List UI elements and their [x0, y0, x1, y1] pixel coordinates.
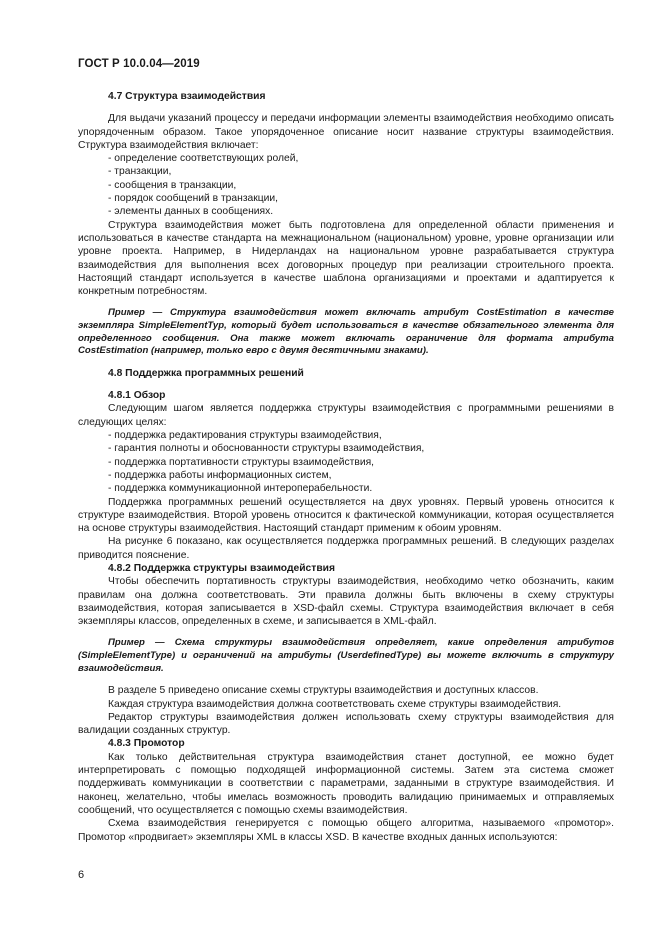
paragraph: В разделе 5 приведено описание схемы структуры взаимодействия и доступных классов. — [108, 685, 539, 697]
paragraph: Следующим шагом является поддержка структуры взаимодействия с программными решениями в следующих целях: — [78, 403, 614, 428]
list-item: - поддержка коммуникационной интероперабельности. — [108, 483, 373, 495]
example-note: Пример — Структура взаимодействия может включать атрибут CostEstimation в качестве экземпляра SimpleElementTyp, который будет использоваться в качестве обязательного элемента для определенного сообщения. Она также может включать ограничение для формата атрибута CostEstimation (например, только евро с двумя десятичными знаками). — [78, 307, 614, 357]
list-item: - поддержка работы информационных систем, — [108, 469, 332, 481]
paragraph: На рисунке 6 показано, как осуществляется поддержка программных решений. В следующих разделах приводится пояснение. — [78, 536, 614, 561]
page-number: 6 — [78, 869, 85, 881]
paragraph: Для выдачи указаний процессу и передачи информации элементы взаимодействия необходимо описать упорядоченным образом. Такое упорядоченное описание носит название структуры взаимодействия. Структура взаимодействия включает: — [78, 113, 614, 151]
paragraph: Схема взаимодействия генерируется с помощью общего алгоритма, называемого «промотор». Промотор «продвигает» экземпляры XML в классы XSD. В качестве входных данных используются: — [78, 818, 614, 843]
subsection-heading-4-8-3: 4.8.3 Промотор — [108, 738, 185, 750]
section-heading-4-8: 4.8 Поддержка программных решений — [108, 367, 304, 379]
paragraph: Структура взаимодействия может быть подготовлена для определенной области применения и использоваться в качестве стандарта на межнациональном (национальном) уровне, уровне организации или уровне проекта. Например, в Нидерландах на национальном уровне разрабатывается структура взаимодействия для выполнения всех договорных процедур при реализации строительного проекта. Настоящий стандарт используется в качестве шаблона организациями и проектами и адаптируется к конкретным потребностям. — [78, 219, 614, 298]
subsection-heading-4-8-1: 4.8.1 Обзор — [108, 390, 166, 402]
paragraph: Каждая структура взаимодействия должна соответствовать схеме структуры взаимодействия. — [108, 698, 562, 710]
list-item: - транзакции, — [108, 166, 172, 178]
list-item: - элементы данных в сообщениях. — [108, 206, 274, 218]
list-item: - поддержка редактирования структуры взаимодействия, — [108, 430, 382, 442]
list-item: - поддержка портативности структуры взаимодействия, — [108, 456, 375, 468]
paragraph: Как только действительная структура взаимодействия станет доступной, ее можно будет интерпретировать с помощью подходящей информационной системы. Затем эта система сможет поддерживать коммуникации в соответствии с параметрами, заданными в структуре взаимодействия. И наконец, желательно, чтобы имелась возможность проводить валидацию принимаемых и отправляемых сообщений, что осуществляется с помощью схемы взаимодействия. — [78, 751, 614, 816]
document-header: ГОСТ Р 10.0.04—2019 — [78, 58, 200, 70]
list-item: - определение соответствующих ролей, — [108, 153, 299, 165]
list-item: - гарантия полноты и обоснованности структуры взаимодействия, — [108, 443, 425, 455]
subsection-heading-4-8-2: 4.8.2 Поддержка структуры взаимодействия — [108, 562, 335, 574]
paragraph: Редактор структуры взаимодействия должен использовать схему структуры взаимодействия для валидации созданных структур. — [78, 711, 614, 737]
paragraph: Чтобы обеспечить портативность структуры взаимодействия, необходимо четко обозначить, каким правилам она должна соответствовать. Эти правила должны быть включены в схему структуры взаимодействия, которая записывается в XSD-файл схемы. Структура взаимодействия включает в себя экземпляры классов, определенных в схеме, и записывается в XML-файл. — [78, 576, 614, 628]
section-heading-4-7: 4.7 Структура взаимодействия — [108, 91, 266, 102]
example-note: Пример — Схема структуры взаимодействия определяет, какие определения атрибутов (SimpleElementType) и ограничений на атрибуты (UserdefinedType) вы можете включить в структуру взаимодействия. — [78, 637, 614, 674]
list-item: - порядок сообщений в транзакции, — [108, 193, 279, 205]
list-item: - сообщения в транзакции, — [108, 179, 237, 191]
paragraph: Поддержка программных решений осуществляется на двух уровнях. Первый уровень относится к структуре взаимодействия. Второй уровень относится к фактической коммуникации, которая осуществляется на основе структуры взаимодействия. Настоящий стандарт применим к обоим уровням. — [78, 496, 614, 535]
page-content — [78, 90, 614, 844]
